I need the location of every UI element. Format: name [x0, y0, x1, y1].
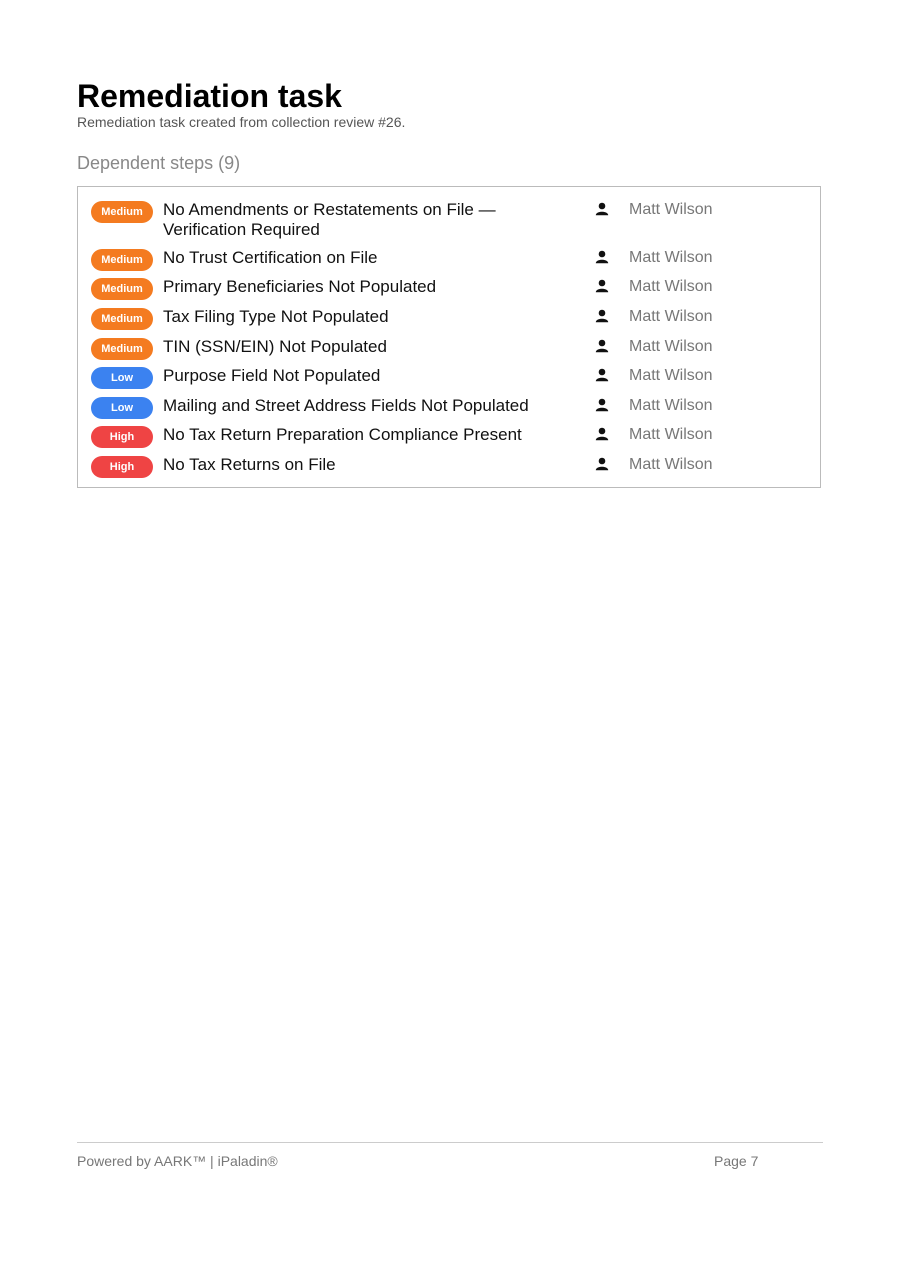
- page-title: Remediation task: [77, 78, 342, 114]
- assignee-name: Matt Wilson: [629, 201, 713, 218]
- priority-badge: High: [91, 456, 153, 478]
- step-title: No Trust Certification on File: [163, 248, 378, 267]
- user-icon: [595, 309, 609, 323]
- assignee-name: Matt Wilson: [629, 456, 713, 473]
- user-icon: [595, 457, 609, 471]
- assignee-name: Matt Wilson: [629, 367, 713, 384]
- assignee-name: Matt Wilson: [629, 426, 713, 443]
- step-title: TIN (SSN/EIN) Not Populated: [163, 337, 387, 356]
- assignee-name: Matt Wilson: [629, 249, 713, 266]
- dependent-steps-heading: Dependent steps (9): [77, 153, 241, 173]
- user-icon: [595, 279, 609, 293]
- step-title: Primary Beneficiaries Not Populated: [163, 277, 437, 296]
- user-icon: [595, 250, 609, 264]
- priority-badge: Medium: [91, 201, 153, 223]
- footer-powered-by: Powered by AARK™ | iPaladin®: [77, 1153, 278, 1169]
- step-title: Purpose Field Not Populated: [163, 366, 381, 385]
- user-icon: [595, 427, 609, 441]
- step-title: Tax Filing Type Not Populated: [163, 307, 389, 326]
- user-icon: [595, 398, 609, 412]
- step-title: No Tax Return Preparation Compliance Present: [163, 425, 522, 444]
- user-icon: [595, 339, 609, 353]
- assignee-name: Matt Wilson: [629, 338, 713, 355]
- assignee-name: Matt Wilson: [629, 308, 713, 325]
- priority-badge: Medium: [91, 278, 153, 300]
- step-title: No Amendments or Restatements on File — Verification Required: [163, 200, 496, 239]
- priority-badge: Medium: [91, 338, 153, 360]
- user-icon: [595, 368, 609, 382]
- priority-badge: High: [91, 426, 153, 448]
- priority-badge: Low: [91, 367, 153, 389]
- page-number: Page 7: [714, 1153, 759, 1169]
- step-title: Mailing and Street Address Fields Not Populated: [163, 396, 529, 415]
- priority-badge: Low: [91, 397, 153, 419]
- priority-badge: Medium: [91, 308, 153, 330]
- step-title: No Tax Returns on File: [163, 455, 336, 474]
- priority-badge: Medium: [91, 249, 153, 271]
- assignee-name: Matt Wilson: [629, 278, 713, 295]
- dependent-steps-list: [77, 186, 821, 488]
- footer-divider: [77, 1142, 823, 1143]
- page-subtitle: Remediation task created from collection review #26.: [77, 114, 406, 130]
- assignee-name: Matt Wilson: [629, 397, 713, 414]
- user-icon: [595, 202, 609, 216]
